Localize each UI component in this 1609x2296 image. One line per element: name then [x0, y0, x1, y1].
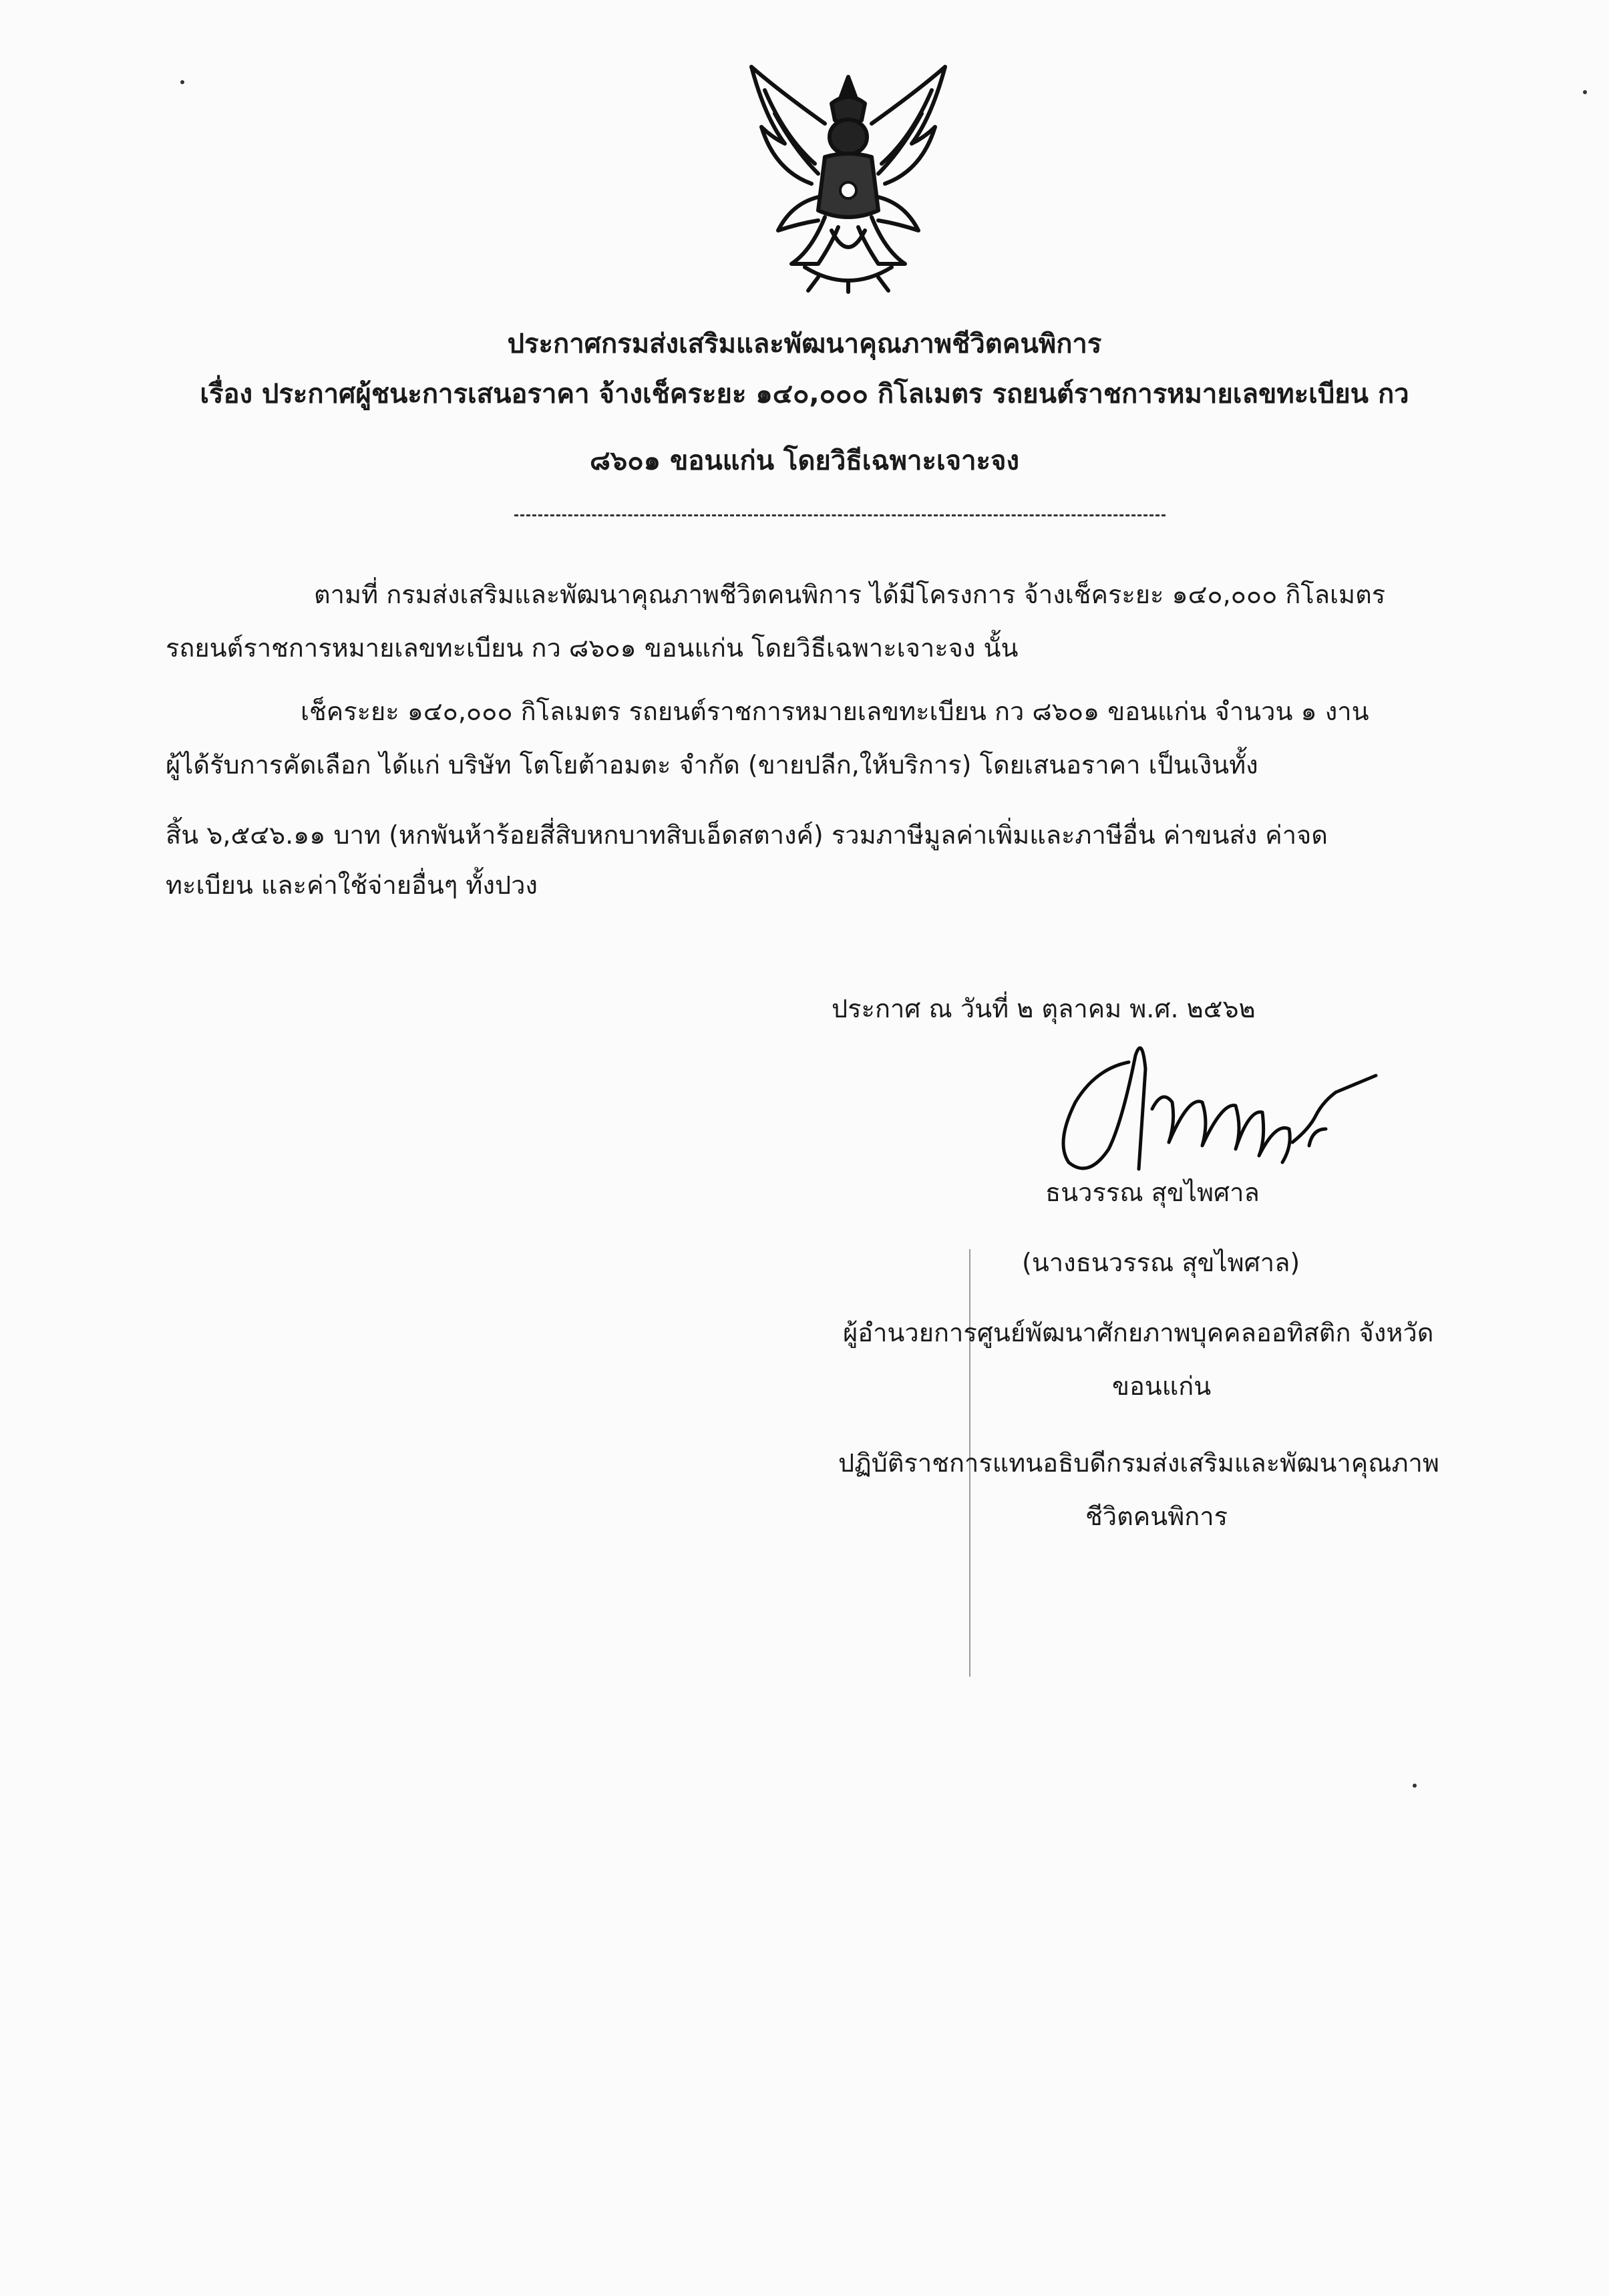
acting-on-behalf-line-1: ปฏิบัติราชการแทนอธิบดีกรมส่งเสริมและพัฒนาคุณภาพ — [838, 1448, 1439, 1478]
scan-speck — [1413, 1784, 1417, 1788]
header-subject-cont: ๘๖๐๑ ขอนแก่น โดยวิธีเฉพาะเจาะจง — [590, 446, 1019, 476]
scan-speck — [180, 80, 184, 84]
signer-title-line-2: ขอนแก่น — [1112, 1371, 1212, 1401]
paragraph-2-line-2: ผู้ได้รับการคัดเลือก ได้แก่ บริษัท โตโยต้าอมตะ จำกัด (ขายปลีก,ให้บริการ) โดยเสนอราคา เป็นเงินทั้ง — [166, 750, 1258, 780]
header-divider — [514, 514, 1166, 516]
paragraph-2-line-1: เช็คระยะ ๑๔๐,๐๐๐ กิโลเมตร รถยนต์ราชการหมายเลขทะเบียน กว ๘๖๐๑ ขอนแก่น จำนวน ๑ งาน — [301, 697, 1369, 726]
signer-name: ธนวรรณ สุขไพศาล — [1045, 1178, 1260, 1207]
signer-title-line-1: ผู้อำนวยการศูนย์พัฒนาศักยภาพบุคคลออทิสติก จังหวัด — [843, 1318, 1434, 1347]
signer-full-name: (นางธนวรรณ สุขไพศาล) — [1022, 1248, 1300, 1277]
date-line: ประกาศ ณ วันที่ ๒ ตุลาคม พ.ศ. ๒๕๖๒ — [832, 994, 1256, 1023]
handwritten-signature — [1029, 1029, 1389, 1182]
paragraph-2-line-3: สิ้น ๖,๕๔๖.๑๑ บาท (หกพันห้าร้อยสี่สิบหกบาทสิบเอ็ดสตางค์) รวมภาษีมูลค่าเพิ่มและภาษีอื่น ค่าขนส่ง ค่าจด — [166, 820, 1328, 850]
garuda-emblem-icon — [738, 63, 958, 294]
acting-on-behalf-line-2: ชีวิตคนพิการ — [1085, 1502, 1228, 1531]
paragraph-1-line-1: ตามที่ กรมส่งเสริมและพัฒนาคุณภาพชีวิตคนพิการ ได้มีโครงการ จ้างเช็คระยะ ๑๔๐,๐๐๐ กิโลเมตร — [314, 580, 1386, 609]
scan-speck — [1583, 90, 1587, 94]
header-title: ประกาศกรมส่งเสริมและพัฒนาคุณภาพชีวิตคนพิการ — [507, 329, 1102, 359]
header-subject: เรื่อง ประกาศผู้ชนะการเสนอราคา จ้างเช็คระยะ ๑๔๐,๐๐๐ กิโลเมตร รถยนต์ราชการหมายเลขทะเบียน กว — [200, 379, 1409, 409]
paragraph-1-line-2: รถยนต์ราชการหมายเลขทะเบียน กว ๘๖๐๑ ขอนแก่น โดยวิธีเฉพาะเจาะจง นั้น — [166, 633, 1019, 663]
paragraph-2-line-4: ทะเบียน และค่าใช้จ่ายอื่นๆ ทั้งปวง — [166, 870, 538, 900]
